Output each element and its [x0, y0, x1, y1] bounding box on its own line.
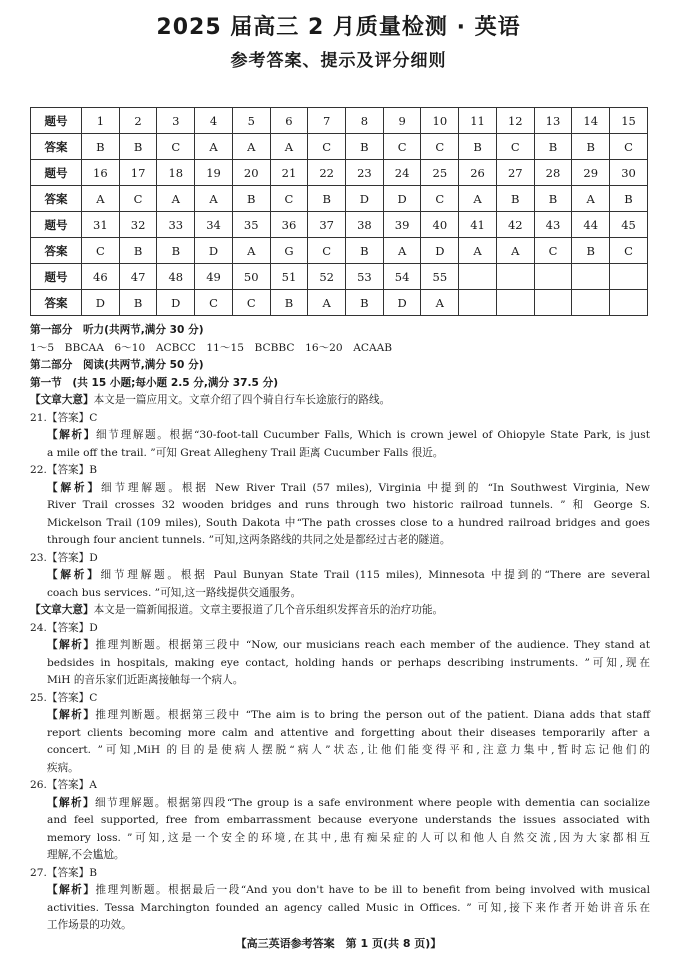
answer-cell: B	[496, 186, 534, 212]
page-footer: 【高三英语参考答案 第 1 页(共 8 页)】	[235, 937, 442, 950]
answer-cell: A	[195, 134, 233, 160]
question-number-cell: 17	[119, 160, 157, 186]
q25-analysis: 【解析】推理判断题。根据第三段中 “The aim is to bring the person out of the patient. Diana adds that staff report clients becoming more calm and attentive and forgetting about their diseases temporarily after a concert. ”可知,MiH 的目的是使病人摆脱“病人”状态,让他们能变得平和,注意力集中,暂时忘记他们的 疾病。	[47, 709, 650, 774]
question-number-cell: 38	[346, 212, 384, 238]
answer-cell: A	[270, 134, 308, 160]
question-number-cell: 41	[459, 212, 497, 238]
answer-header: 答案	[31, 134, 82, 160]
question-number-cell: 19	[195, 160, 233, 186]
question-number-cell: 47	[119, 264, 157, 290]
question-number-cell: 32	[119, 212, 157, 238]
question-number-cell: 26	[459, 160, 497, 186]
answer-row	[31, 186, 648, 212]
question-number-cell: 37	[308, 212, 346, 238]
question-number-cell: 51	[270, 264, 308, 290]
question-number-cell: 49	[195, 264, 233, 290]
answer-cell: A	[459, 186, 497, 212]
q27-analysis: 【解析】推理判断题。根据最后一段“And you don't have to be ill to benefit from being involved with musical activities. Tessa Marchington founded an agency called Music in Offices. ” 可知,接下来作者开始讲音乐在 工作场景的功效。	[47, 884, 650, 931]
answer-cell: G	[270, 238, 308, 264]
question-number-cell: 52	[308, 264, 346, 290]
question-number-cell: 20	[232, 160, 270, 186]
question-number-cell: 18	[157, 160, 195, 186]
question-number-header: 题号	[31, 264, 82, 290]
question-number-row	[31, 264, 648, 290]
answer-cell: D	[383, 290, 421, 316]
question-number-cell: 43	[534, 212, 572, 238]
answer-cell: D	[157, 290, 195, 316]
answer-cell: A	[383, 238, 421, 264]
q21-answer: 21.【答案】C	[30, 411, 98, 424]
question-number-row	[31, 212, 648, 238]
answer-cell	[534, 290, 572, 316]
answer-cell	[496, 290, 534, 316]
answer-cell: A	[157, 186, 195, 212]
q24-answer: 24.【答案】D	[30, 621, 98, 634]
answer-cell	[459, 290, 497, 316]
question-number-cell	[496, 264, 534, 290]
question-number-header: 题号	[31, 160, 82, 186]
question-number-cell: 7	[308, 108, 346, 134]
answer-cell: C	[270, 186, 308, 212]
question-number-cell: 34	[195, 212, 233, 238]
question-number-cell: 23	[346, 160, 384, 186]
question-number-cell: 33	[157, 212, 195, 238]
answer-explanations	[30, 322, 650, 935]
question-number-cell: 35	[232, 212, 270, 238]
q26-analysis: 【解析】细节理解题。根据第四段“The group is a safe environment where people with dementia can socialize and feel supported, free from embarrassment because everyone understands the issues associated with memory loss. ”可知,这是一个安全的环境,在其中,患有痴呆症的人可以和他人自然交流,因为大家都相互 理解,不会尴尬。	[47, 796, 650, 861]
answer-header: 答案	[31, 238, 82, 264]
question-number-cell: 39	[383, 212, 421, 238]
question-number-cell: 30	[610, 160, 648, 186]
answer-cell: C	[308, 134, 346, 160]
question-number-cell: 6	[270, 108, 308, 134]
answer-cell: B	[346, 238, 384, 264]
answer-cell: D	[383, 186, 421, 212]
answer-cell: D	[346, 186, 384, 212]
question-number-cell	[459, 264, 497, 290]
answer-cell: B	[534, 186, 572, 212]
q22-analysis: 【解析】细节理解题。根据 New River Trail (57 miles), Virginia 中提到的 “In Southwest Virginia, New River Trail crosses 32 wooden bridges and runs through two historic railroad tunnels. ” 和 George S. Mickelson Trail (109 miles), South Dakota 中“The path crosses close to a hundred railroad bridges and goes through four ancient tunnels. ”可知,这两条路线的共同之处是都经过古老的隧道。	[47, 481, 651, 546]
question-number-cell: 45	[610, 212, 648, 238]
question-number-cell: 42	[496, 212, 534, 238]
answer-row	[31, 238, 648, 264]
q25-answer: 25.【答案】C	[30, 691, 98, 704]
answer-cell: A	[496, 238, 534, 264]
question-number-cell: 40	[421, 212, 459, 238]
question-number-cell: 8	[346, 108, 384, 134]
q24-analysis: 【解析】推理判断题。根据第三段中 “Now, our musicians reach each member of the audience. They stand at bedsides in hospitals, making eye contact, holding hands or perhaps describing instruments. ”可知,现在 MiH 的音乐家们近距离接触每一个病人。	[47, 639, 650, 686]
answer-cell: A	[232, 238, 270, 264]
answer-cell: A	[308, 290, 346, 316]
answer-row	[31, 134, 648, 160]
question-number-cell	[534, 264, 572, 290]
question-number-cell	[572, 264, 610, 290]
question-number-cell: 22	[308, 160, 346, 186]
section1-heading: 第一节 (共 15 小题;每小题 2.5 分,满分 37.5 分)	[30, 376, 279, 389]
answer-cell: C	[308, 238, 346, 264]
answer-cell: B	[346, 134, 384, 160]
answer-cell: C	[610, 134, 648, 160]
answer-cell: A	[421, 290, 459, 316]
q23-answer: 23.【答案】D	[30, 551, 98, 564]
question-number-cell: 29	[572, 160, 610, 186]
passage-a-summary: 【文章大意】本文是一篇应用文。文章介绍了四个骑自行车长途旅行的路线。	[30, 394, 391, 406]
answer-cell: B	[119, 290, 157, 316]
question-number-cell: 2	[119, 108, 157, 134]
question-number-cell: 48	[157, 264, 195, 290]
q23-analysis: 【解析】细节理解题。根据 Paul Bunyan State Trail (115 miles), Minnesota 中提到的“There are several coach bus services. ”可知,这一路线提供交通服务。	[47, 569, 650, 599]
question-number-cell: 13	[534, 108, 572, 134]
question-number-header: 题号	[31, 212, 82, 238]
answer-cell: B	[572, 238, 610, 264]
answer-cell: C	[195, 290, 233, 316]
question-number-cell: 54	[383, 264, 421, 290]
answer-cell: B	[459, 134, 497, 160]
answer-header: 答案	[31, 290, 82, 316]
question-number-cell	[610, 264, 648, 290]
answer-cell: B	[82, 134, 120, 160]
answer-header: 答案	[31, 186, 82, 212]
question-number-cell: 14	[572, 108, 610, 134]
passage-b-summary: 【文章大意】本文是一篇新闻报道。文章主要报道了几个音乐组织发挥音乐的治疗功能。	[30, 604, 444, 616]
question-number-cell: 25	[421, 160, 459, 186]
answer-cell: B	[610, 186, 648, 212]
answer-cell: C	[421, 134, 459, 160]
answer-cell: C	[119, 186, 157, 212]
answer-cell: B	[346, 290, 384, 316]
question-number-cell: 21	[270, 160, 308, 186]
question-number-cell: 15	[610, 108, 648, 134]
answer-cell: C	[534, 238, 572, 264]
part1-heading: 第一部分 听力(共两节,满分 30 分)	[30, 324, 204, 336]
question-number-cell: 11	[459, 108, 497, 134]
answer-cell: B	[308, 186, 346, 212]
answer-cell: B	[119, 238, 157, 264]
answer-cell: C	[383, 134, 421, 160]
document-subtitle: 参考答案、提示及评分细则	[230, 51, 447, 71]
question-number-cell: 36	[270, 212, 308, 238]
question-number-cell: 10	[421, 108, 459, 134]
answer-cell: B	[534, 134, 572, 160]
document-title: 2025 届高三 2 月质量检测 · 英语	[156, 15, 521, 40]
answer-cell	[572, 290, 610, 316]
question-number-cell: 3	[157, 108, 195, 134]
question-number-cell: 55	[421, 264, 459, 290]
question-number-cell: 24	[383, 160, 421, 186]
question-number-cell: 44	[572, 212, 610, 238]
question-number-cell: 16	[82, 160, 120, 186]
q26-answer: 26.【答案】A	[30, 779, 97, 791]
answer-cell	[610, 290, 648, 316]
answer-cell: B	[270, 290, 308, 316]
answer-cell: A	[459, 238, 497, 264]
part2-heading: 第二部分 阅读(共两节,满分 50 分)	[30, 359, 204, 371]
answer-cell: D	[82, 290, 120, 316]
part1-answers: 1～5 BBCAA 6～10 ACBCC 11～15 BCBBC 16～20 ACAAB	[30, 341, 393, 354]
question-number-cell: 12	[496, 108, 534, 134]
answer-cell: A	[195, 186, 233, 212]
question-number-cell: 46	[82, 264, 120, 290]
answer-row	[31, 290, 648, 316]
answer-cell: D	[421, 238, 459, 264]
answer-cell: A	[572, 186, 610, 212]
answer-table	[30, 107, 648, 316]
question-number-cell: 4	[195, 108, 233, 134]
answer-cell: A	[232, 134, 270, 160]
q27-answer: 27.【答案】B	[30, 866, 98, 879]
answer-cell: A	[82, 186, 120, 212]
question-number-cell: 27	[496, 160, 534, 186]
question-number-cell: 28	[534, 160, 572, 186]
q21-analysis: 【解析】细节理解题。根据“30-foot-tall Cucumber Falls, Which is crown jewel of Ohiopyle State Park, is just a mile off the trail. ”可知 Great Allegheny Trail 距离 Cucumber Falls 很近。	[47, 429, 650, 459]
question-number-cell: 9	[383, 108, 421, 134]
answer-cell: B	[232, 186, 270, 212]
answer-cell: C	[157, 134, 195, 160]
question-number-cell: 1	[82, 108, 120, 134]
answer-cell: B	[157, 238, 195, 264]
answer-cell: C	[82, 238, 120, 264]
answer-cell: C	[421, 186, 459, 212]
answer-cell: D	[195, 238, 233, 264]
answer-cell: C	[610, 238, 648, 264]
question-number-row	[31, 160, 648, 186]
answer-cell: B	[119, 134, 157, 160]
q22-answer: 22.【答案】B	[30, 464, 98, 476]
question-number-header: 题号	[31, 108, 82, 134]
answer-cell: C	[232, 290, 270, 316]
question-number-cell: 5	[232, 108, 270, 134]
question-number-cell: 31	[82, 212, 120, 238]
question-number-row	[31, 108, 648, 134]
question-number-cell: 50	[232, 264, 270, 290]
answer-cell: C	[496, 134, 534, 160]
answer-cell: B	[572, 134, 610, 160]
question-number-cell: 53	[346, 264, 384, 290]
